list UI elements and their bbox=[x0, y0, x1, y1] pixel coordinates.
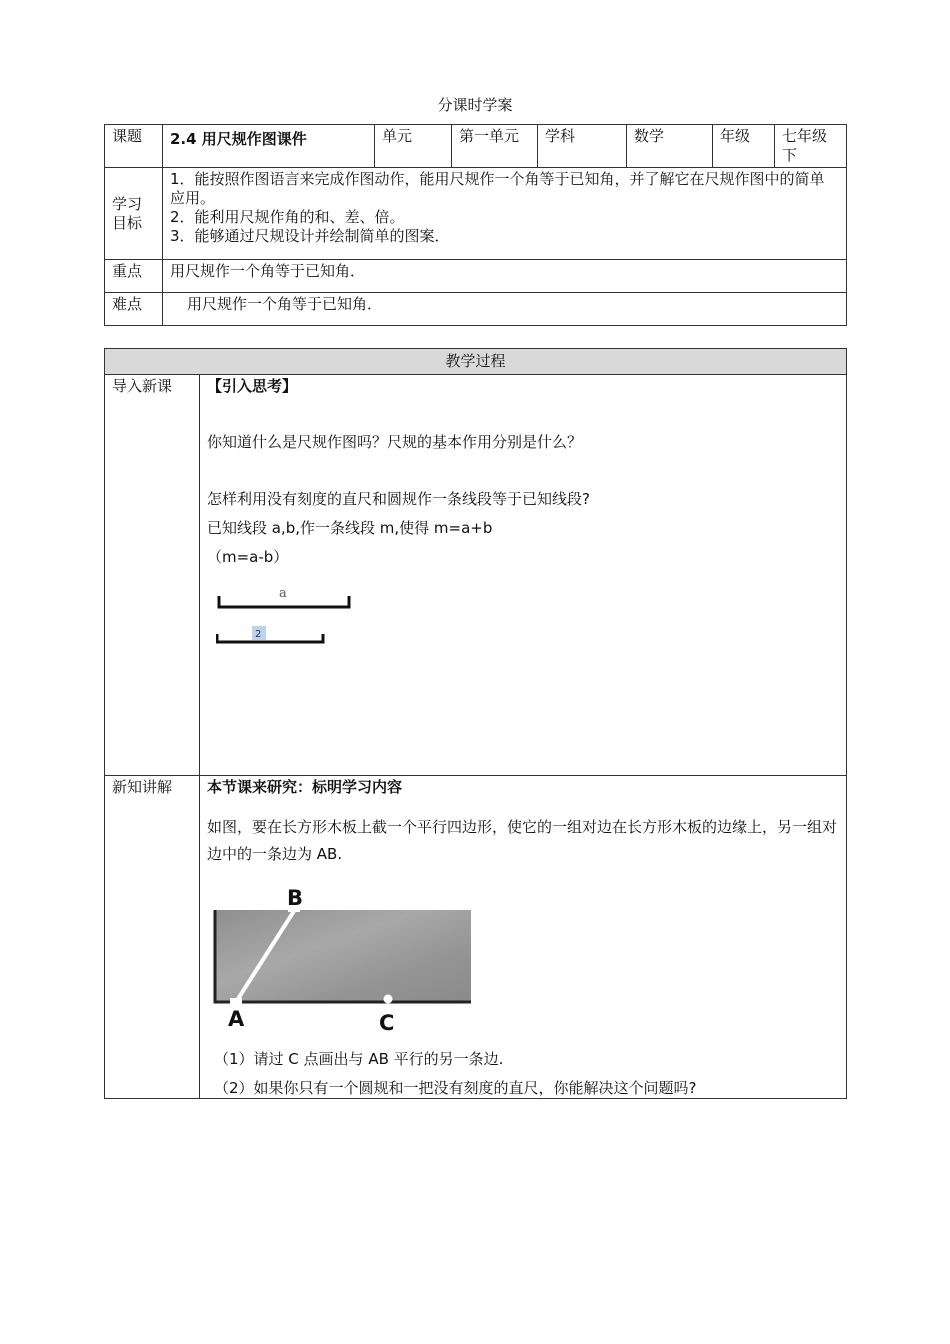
new-content bbox=[200, 776, 847, 1099]
intro-heading: 【引入思考】 bbox=[207, 377, 298, 395]
process-header: 教学过程 bbox=[105, 349, 847, 375]
point-c-label: C bbox=[379, 1011, 395, 1035]
question-1: （1）请过 C 点画出与 AB 平行的另一条边. bbox=[214, 1050, 504, 1068]
new-label: 新知讲解 bbox=[105, 776, 200, 1099]
point-a-label: A bbox=[228, 1007, 245, 1031]
intro-label: 导入新课 bbox=[105, 375, 200, 776]
objective-2: 2．能利用尺规作角的和、差、倍。 bbox=[170, 208, 405, 226]
point-c-marker bbox=[384, 995, 393, 1004]
objective-3: 3．能够通过尺规设计并绘制简单的图案． bbox=[170, 227, 450, 245]
subject-value: 数学 bbox=[627, 125, 713, 168]
segment-b-label: 2 bbox=[255, 629, 262, 640]
intro-content bbox=[200, 375, 847, 776]
page-title: 分课时学案 bbox=[437, 96, 513, 114]
intro-question-4: （m=a-b） bbox=[207, 548, 289, 566]
intro-question-2: 怎样利用没有刻度的直尺和圆规作一条线段等于已知线段? bbox=[207, 490, 590, 508]
key-label: 重点 bbox=[105, 260, 163, 293]
segment-a-label: a bbox=[279, 586, 287, 601]
key-value: 用尺规作一个角等于已知角． bbox=[163, 260, 847, 293]
point-b-label: B bbox=[287, 889, 304, 910]
subject-label: 学科 bbox=[538, 125, 627, 168]
segments-figure bbox=[216, 580, 376, 650]
questions bbox=[214, 1045, 697, 1103]
segment-b bbox=[217, 634, 323, 642]
intro-question-3: 已知线段 a,b,作一条线段 m,使得 m=a+b bbox=[207, 519, 493, 537]
unit-value: 第一单元 bbox=[452, 125, 538, 168]
new-text: 如图，要在长方形木板上截一个平行四边形，使它的一组对边在长方形木板的边缘上，另一组对边中的一条边为 AB. bbox=[207, 818, 838, 863]
board-figure bbox=[212, 889, 482, 1039]
wood-board bbox=[215, 910, 471, 1002]
objectives-label: 学习目标 bbox=[105, 168, 163, 260]
grade-value: 七年级下 bbox=[775, 125, 847, 168]
grade-label: 年级 bbox=[713, 125, 775, 168]
objective-1: 1．能按照作图语言来完成作图动作，能用尺规作一个角等于已知角，并了解它在尺规作图中的简单应用。 bbox=[170, 170, 825, 207]
difficulty-value: 用尺规作一个角等于已知角． bbox=[163, 293, 847, 326]
intro-question-1: 你知道什么是尺规作图吗？尺规的基本作用分别是什么？ bbox=[207, 433, 583, 451]
point-a-marker bbox=[230, 998, 242, 1004]
unit-label: 单元 bbox=[375, 125, 452, 168]
objectives-list bbox=[163, 168, 847, 260]
topic-label: 课题 bbox=[105, 125, 163, 168]
new-heading: 本节课来研究：标明学习内容 bbox=[207, 778, 403, 796]
topic-value: 2.4 用尺规作图课件 bbox=[163, 125, 375, 168]
process-table bbox=[104, 348, 847, 1099]
difficulty-label: 难点 bbox=[105, 293, 163, 326]
info-table bbox=[104, 124, 847, 326]
question-2: （2）如果你只有一个圆规和一把没有刻度的直尺，你能解决这个问题吗? bbox=[214, 1079, 697, 1097]
